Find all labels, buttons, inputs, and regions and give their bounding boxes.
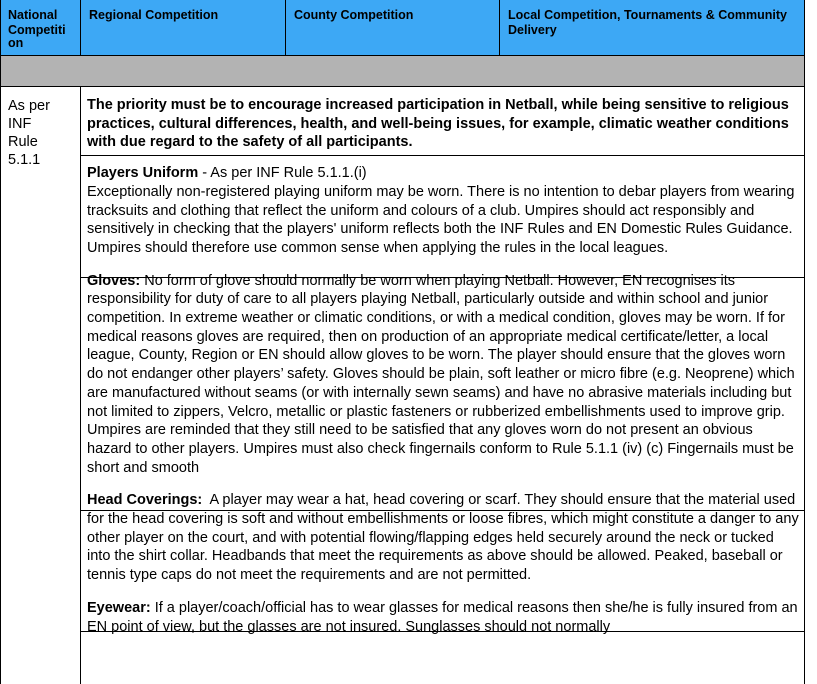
national-rule-ref <box>8 97 50 169</box>
section-heading: Players Uniform <box>87 165 199 182</box>
section-heading-suffix: - As per INF Rule 5.1.1.(i) <box>198 165 367 182</box>
section-text: If a player/coach/official has to wear glasses for medical reasons then she/he is fully insured from an EN point of view, but the glasses are not insured. Sunglasses should not normally <box>87 599 798 635</box>
section-players-uniform <box>87 158 799 258</box>
rule-ref-line: As per <box>8 98 50 114</box>
section-eyewear <box>87 593 799 636</box>
header-national-line: Competiti <box>8 23 66 37</box>
left-border <box>0 87 1 684</box>
section-gloves <box>87 266 799 478</box>
section-text: Exceptionally non-registered playing uniform may be worn. There is no intention to debar players from wearing tracksuits and clothing that reflect the uniform and colours of a club. Umpires should act responsibly and sensitively in checking that the players' uniform reflects both the INF Rules and EN Domestic Rules Guidance. Umpires should therefore use common sense when applying the rules in the local leagues. <box>87 183 795 256</box>
section-text: No form of glove should normally be worn when playing Netball. However, EN recognises its responsibility for duty of care to all players playing Netball, particularly outside and within school and junior competition. In extreme weather or climatic conditions, or with a medical condition, gloves may be worn. If for medical reasons gloves are required, then on production of an appropriate medical certificate/letter, a local league, County, Region or EN should allow gloves to be worn. The player should ensure that the gloves worn do not endanger other players’ safety. Gloves should be plain, soft leather or micro fibre (e.g. Neoprene) which are manufactured without seams (or with internally sewn seams) and have no abrasive materials including but not limited to zippers, Velcro, metallic or plastic fasteners or rubberized embellishments used to improve grip. Umpires are reminded that they still need to be satisfied that any gloves worn do not present an obvious hazard to other players. Umpires must also check fingernails conform to Rule 5.1.1 (iv) (c) Fingernails must be short and smooth <box>87 272 795 476</box>
column-divider <box>80 87 81 684</box>
rule-ref-line: Rule <box>8 134 38 150</box>
priority-statement: The priority must be to encourage increased participation in Netball, while being sensitive to religious practices, cultural differences, health, and well-being issues, for example, climatic weather conditions with due regard to the safety of all participants. <box>87 97 789 151</box>
header-local-line: Delivery <box>508 23 557 37</box>
rule-ref-line: 5.1.1 <box>8 152 41 168</box>
section-heading: Head Coverings: <box>87 492 203 509</box>
header-local <box>500 0 805 55</box>
guidance-body <box>87 96 799 644</box>
header-national <box>0 0 81 55</box>
header-national-line: on <box>8 36 24 50</box>
section-heading: Eyewear: <box>87 599 151 616</box>
header-regional: Regional Competition <box>81 0 286 55</box>
header-local-line: Local Competition, Tournaments & Community <box>508 8 787 22</box>
right-border <box>804 87 805 684</box>
header-national-line: National <box>8 8 58 22</box>
section-band <box>0 55 805 87</box>
section-heading: Gloves: <box>87 272 141 289</box>
rule-ref-line: INF <box>8 116 32 132</box>
section-text: A player may wear a hat, head covering or scarf. They should ensure that the material used for the head covering is soft and without embellishments or loose fibres, which might constitute a danger to any other player on the court, and with potential flowing/flapping edges held securely around the neck or tucked into the shirt collar. Headbands that meet the requirements as above should be allowed. Peaked, baseball or tennis type caps do not meet the requirements and are not permitted. <box>87 492 799 584</box>
header-county: County Competition <box>286 0 500 55</box>
section-head-coverings <box>87 485 799 585</box>
